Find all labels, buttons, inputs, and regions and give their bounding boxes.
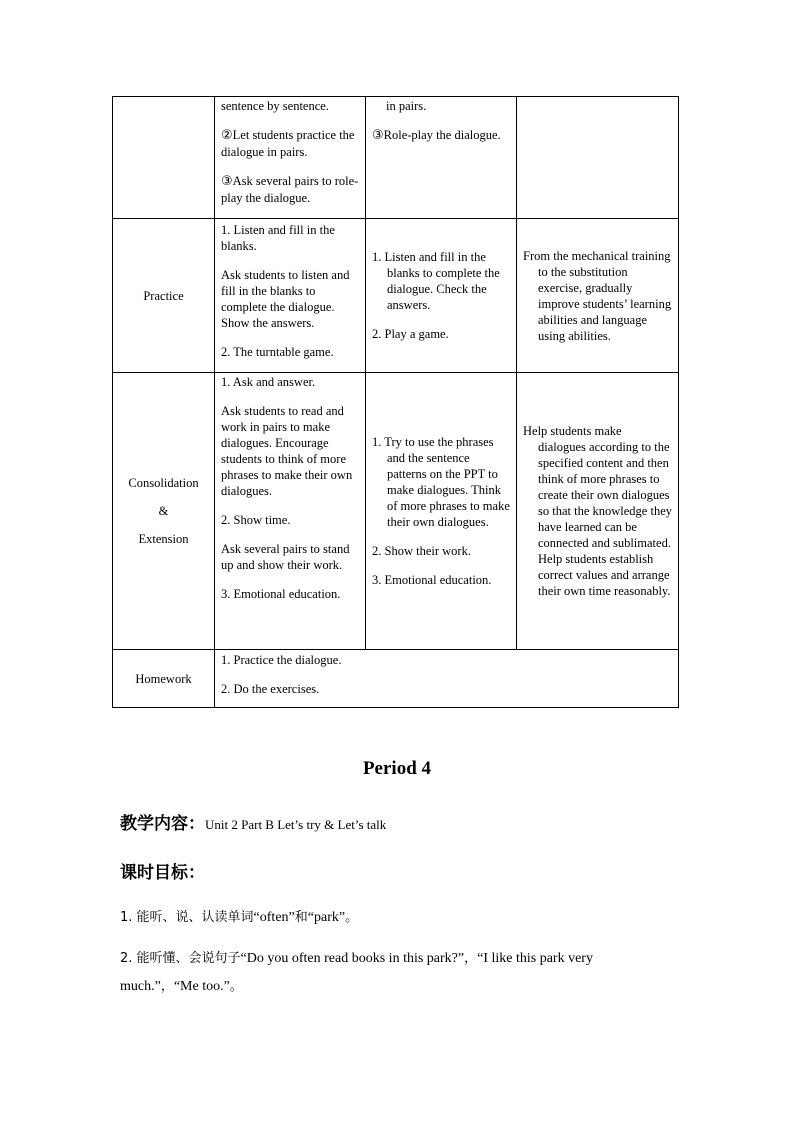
goals-label: 课时目标： xyxy=(120,863,205,883)
circled-marker: ③ xyxy=(372,128,384,143)
purpose-cell xyxy=(517,219,679,373)
stage-label-line: Extension xyxy=(138,532,189,546)
goal-1-word-often: “often” xyxy=(253,910,295,925)
student-item xyxy=(372,127,510,144)
content-label: 教学内容： xyxy=(120,814,205,834)
student-activity-cell xyxy=(366,97,517,219)
teacher-item xyxy=(221,127,359,160)
student-text: 2. Play a game. xyxy=(372,327,449,341)
homework-cell xyxy=(215,650,679,708)
stage-label-line: Consolidation xyxy=(128,476,199,490)
goal-2-sentence-2b: much.” xyxy=(120,979,161,994)
teacher-text: 2. The turntable game. xyxy=(221,345,334,359)
content-line xyxy=(120,809,386,834)
lesson-plan-table xyxy=(112,96,679,708)
teacher-text: 3. Emotional education. xyxy=(221,587,341,601)
table-row-continuation xyxy=(113,97,679,219)
teacher-text: Ask several pairs to stand up and show their work. xyxy=(221,542,350,572)
student-activity-cell xyxy=(366,373,517,650)
purpose-cell-empty xyxy=(517,97,679,219)
purpose-text: Help students make dialogues according to the specified content and then think of more phrases to create their own dialogues so that the knowledge they have learned can be connected and sublimated. Help students establish correct values and arrange their own time reasonably. xyxy=(523,424,672,598)
teacher-item xyxy=(221,173,359,206)
goal-2-sentence-2a: “I like this park very xyxy=(477,951,593,966)
teacher-text: 1. Ask and answer. xyxy=(221,375,316,389)
goal-2-separator: ， xyxy=(160,979,174,994)
table-row-consolidation xyxy=(113,373,679,650)
goal-2-end: 。 xyxy=(229,979,243,994)
content-value: Unit 2 Part B Let’s try & Let’s talk xyxy=(205,817,387,832)
goals-heading-line xyxy=(120,858,205,883)
stage-label xyxy=(113,373,215,650)
goal-1-and: 和 xyxy=(294,910,308,925)
teacher-text: sentence by sentence. xyxy=(221,99,329,113)
goal-1-prefix: 1. 能听、说、认读单词 xyxy=(120,910,254,925)
homework-item: 1. Practice the dialogue. xyxy=(221,653,342,667)
student-text: 3. Emotional education. xyxy=(372,573,492,587)
goal-1 xyxy=(120,906,358,926)
circled-marker: ③ xyxy=(221,174,233,189)
goal-2-prefix: 2. 能听懂、会说句子 xyxy=(120,951,241,966)
teacher-activity-cell xyxy=(215,97,366,219)
goal-1-end: 。 xyxy=(345,910,359,925)
stage-label-line: & xyxy=(158,504,169,518)
purpose-text: From the mechanical training to the substitution exercise, gradually improve students’ learning abilities and language using abilities. xyxy=(523,248,672,343)
teacher-text: 1. Listen and fill in the blanks. xyxy=(221,223,335,253)
goal-2-sentence-3: “Me too.” xyxy=(173,979,230,994)
period-title: Period 4 xyxy=(362,758,432,779)
stage-label: Homework xyxy=(113,650,215,708)
teacher-item-text: Ask several pairs to role-play the dialogue. xyxy=(221,174,359,205)
student-text: 2. Show their work. xyxy=(372,544,471,558)
student-item-text: Role-play the dialogue. xyxy=(383,128,501,142)
student-text: in pairs. xyxy=(386,99,427,113)
student-text: 1. Try to use the phrases and the sentence patterns on the PPT to make dialogues. Think of more phrases to make their own dialogues. xyxy=(372,435,510,529)
homework-item: 2. Do the exercises. xyxy=(221,682,320,696)
teacher-text: Ask students to read and work in pairs to make dialogues. Encourage students to think of more phrases to make their own dialogues. xyxy=(221,404,353,498)
goal-2-sentence-1: “Do you often read books in this park?” xyxy=(240,951,465,966)
student-activity-cell xyxy=(366,219,517,373)
circled-marker: ② xyxy=(221,128,233,143)
purpose-cell xyxy=(517,373,679,650)
teacher-item-text: Let students practice the dialogue in pairs. xyxy=(221,128,355,159)
teacher-activity-cell xyxy=(215,373,366,650)
teacher-text: Ask students to listen and fill in the blanks to complete the dialogue. Show the answers. xyxy=(221,268,350,330)
student-text: 1. Listen and fill in the blanks to complete the dialogue. Check the answers. xyxy=(372,250,500,312)
stage-label: Practice xyxy=(113,219,215,373)
teacher-text: 2. Show time. xyxy=(221,513,291,527)
teacher-activity-cell xyxy=(215,219,366,373)
goal-1-word-park: “park” xyxy=(307,910,346,925)
goal-2-line-1 xyxy=(120,947,593,967)
goal-2-line-2 xyxy=(120,975,243,995)
stage-cell-empty xyxy=(113,97,215,219)
table-row-homework xyxy=(113,650,679,708)
goal-2-separator: ， xyxy=(464,951,478,966)
table-row-practice xyxy=(113,219,679,373)
